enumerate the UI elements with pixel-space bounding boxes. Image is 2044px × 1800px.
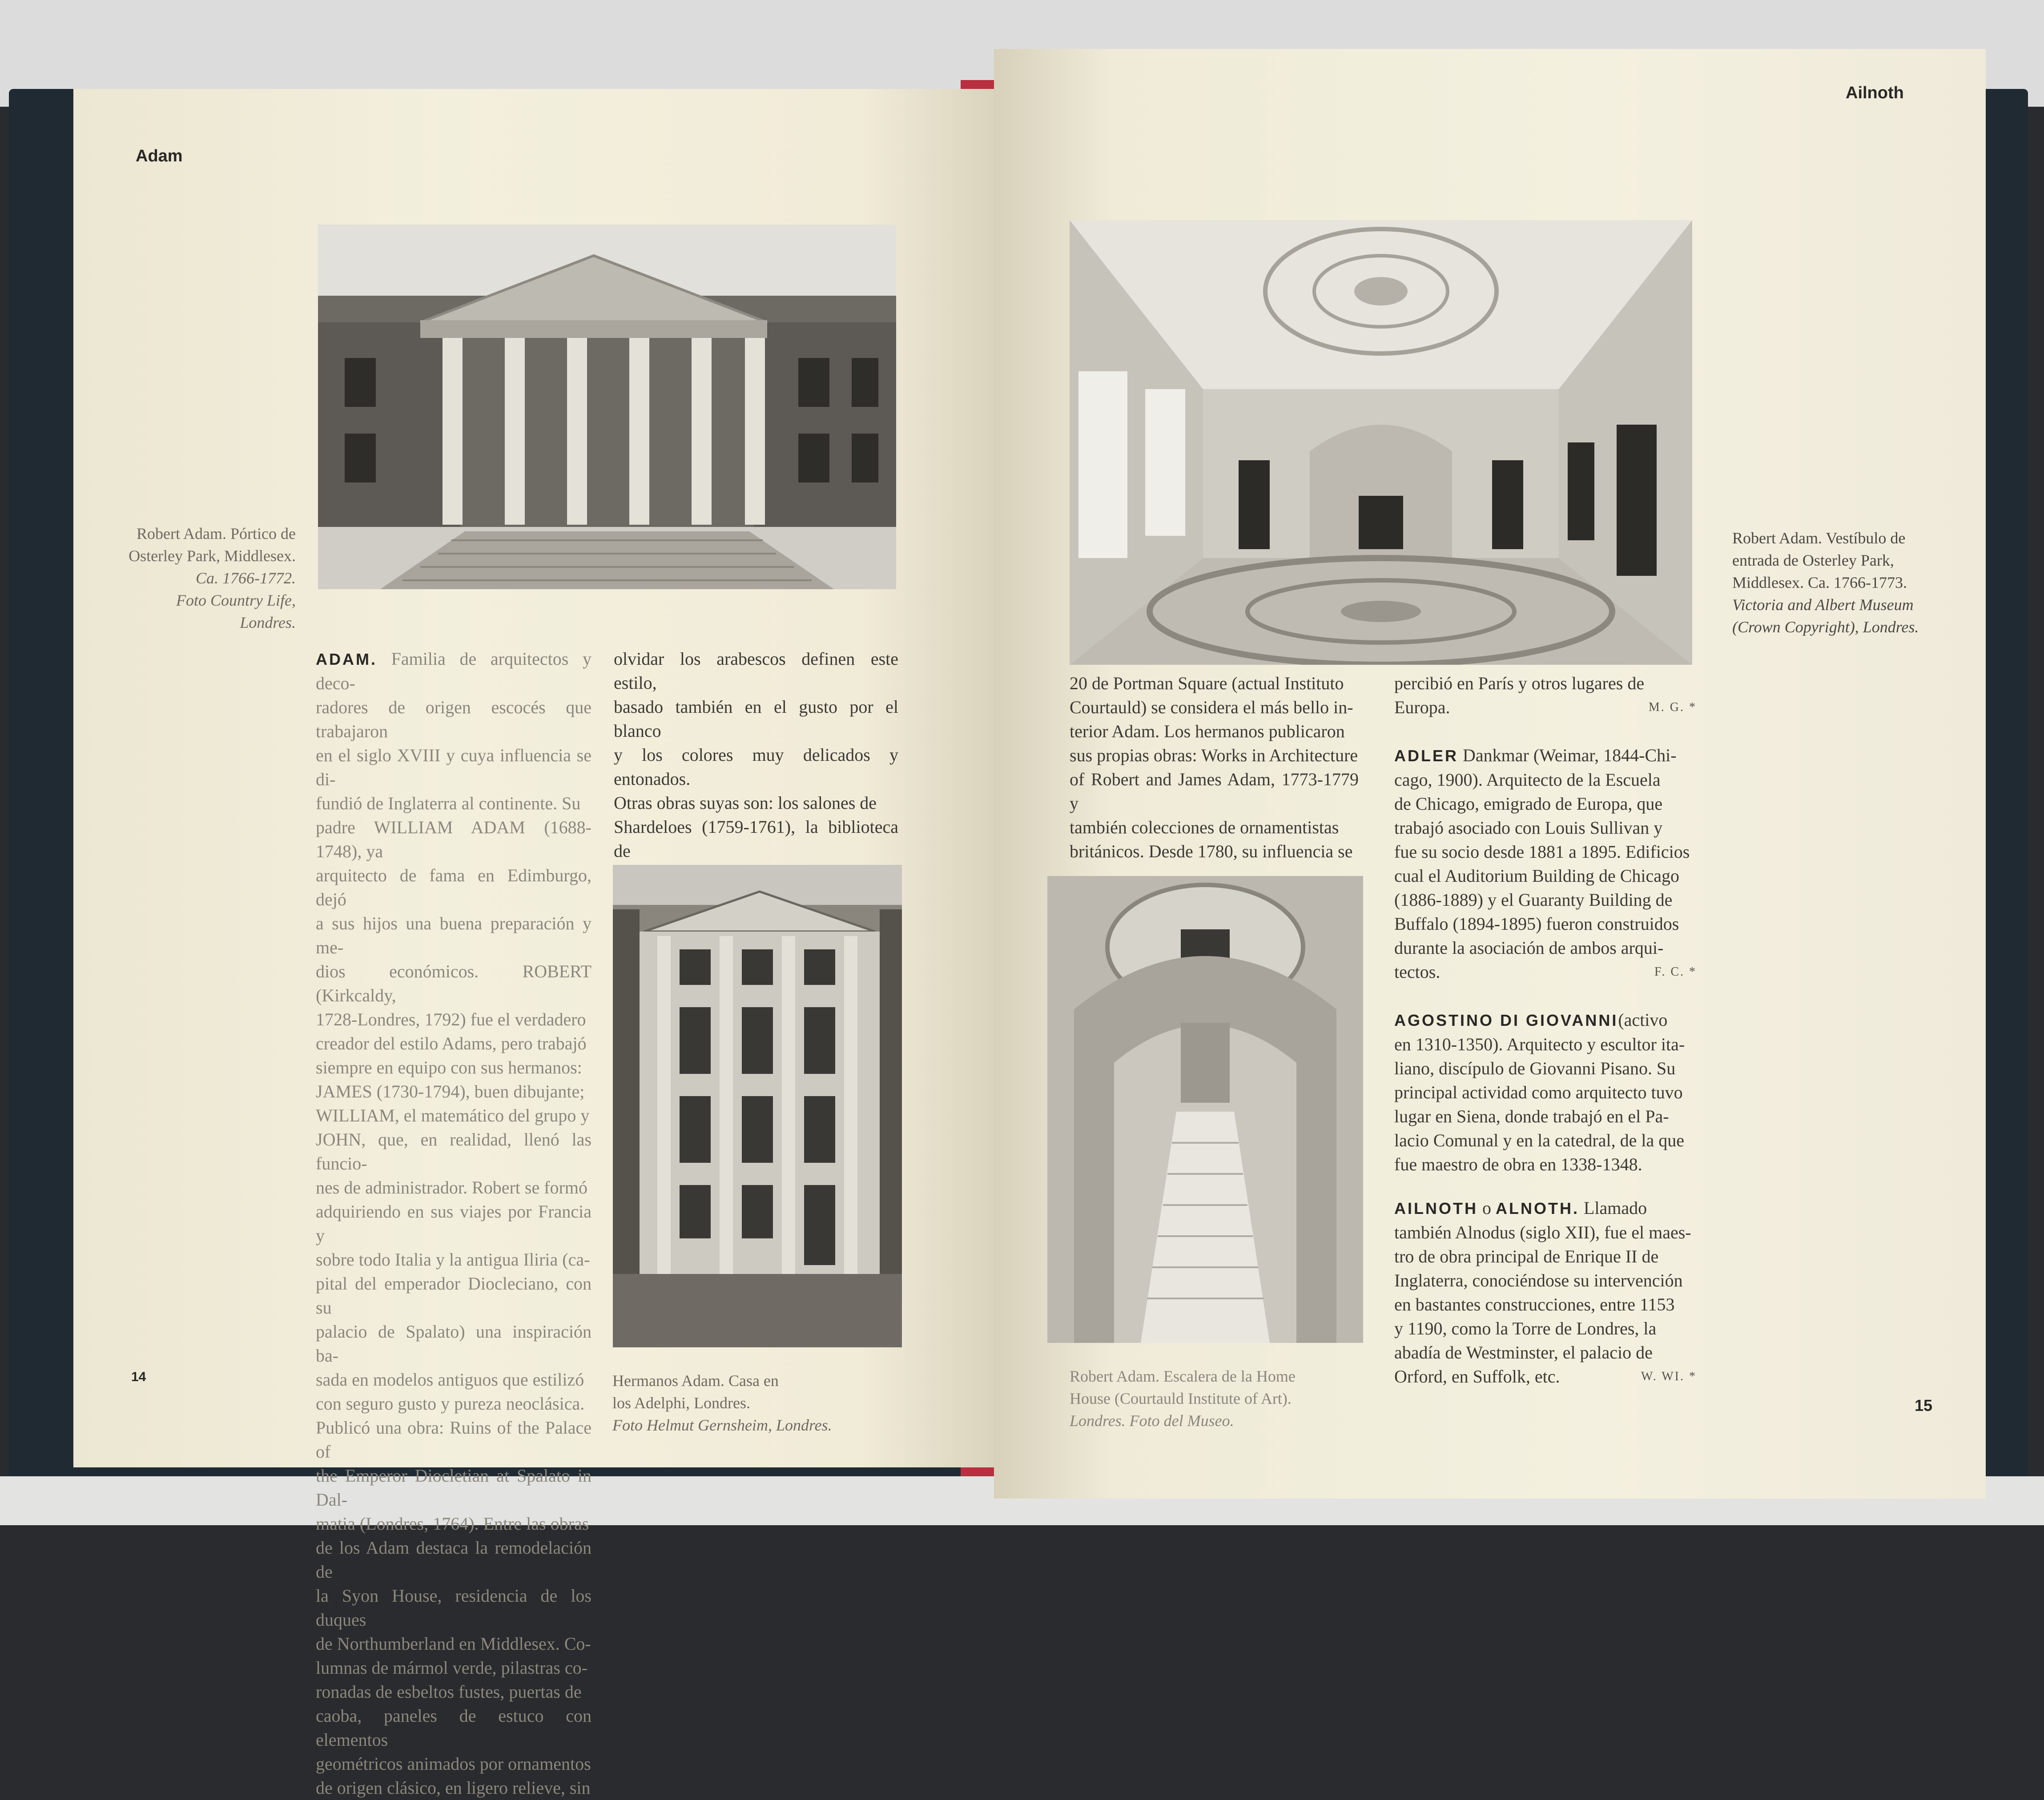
text-line: dios económicos. ROBERT (Kirkcaldy,: [316, 961, 591, 1005]
agostino-lines: [1394, 1033, 1697, 1177]
ailnoth-lines: [1394, 1221, 1697, 1389]
text-line: de Chicago, emigrado de Europa, que: [1394, 794, 1663, 814]
text-line: geométricos animados por ornamentos: [316, 1754, 591, 1774]
adelphi-illustration: [613, 865, 902, 1347]
text-line: Dankmar (Weimar, 1844-Chi-: [1463, 745, 1677, 765]
text-line: liano, discípulo de Giovanni Pisano. Su: [1394, 1058, 1676, 1078]
text-line: a sus hijos una buena preparación y me-: [316, 913, 591, 957]
caption-line: House (Courtauld Institute of Art).: [1070, 1390, 1292, 1407]
caption-line: Middlesex. Ca. 1766-1773.: [1732, 574, 1907, 591]
entry-ailnoth: [1394, 1196, 1697, 1393]
photo-osterley-vestibule: [1070, 220, 1692, 665]
caption-line: Victoria and Albert Museum: [1732, 596, 1914, 614]
text-line: creador del estilo Adams, pero trabajó: [316, 1033, 587, 1053]
right-column-1: [1070, 671, 1359, 864]
text-line: olvidar los arabescos definen este estilo,: [614, 649, 898, 693]
text-line: de origen clásico, en ligero relieve, sin: [316, 1778, 591, 1798]
text-line: Orford, en Suffolk, etc.: [1394, 1366, 1560, 1386]
caption-line: los Adelphi, Londres.: [612, 1394, 750, 1412]
text-line: percibió en París y otros lugares de: [1394, 673, 1645, 693]
entry-agostino: [1394, 1008, 1697, 1177]
text-line: principal actividad como arquitecto tuvo: [1394, 1082, 1683, 1102]
text-line: abadía de Westminster, el palacio de: [1394, 1342, 1653, 1362]
right-page: [994, 49, 1986, 1499]
text-line: en el siglo XVIII y cuya influencia se di-: [316, 745, 591, 789]
signature-adler: F. C. *: [1654, 965, 1697, 979]
text-line: 20 de Portman Square (actual Instituto: [1070, 673, 1344, 693]
headword-agostino: AGOSTINO DI GIOVANNI: [1394, 1011, 1618, 1029]
text-line: caoba, paneles de estuco con elementos: [316, 1706, 591, 1750]
photo-home-house-staircase: [1047, 876, 1363, 1343]
text-line: Llamado: [1583, 1198, 1647, 1218]
text-line: Shardeloes (1759-1761), la biblioteca de: [614, 817, 898, 861]
text-line: de Northumberland en Middlesex. Co-: [316, 1634, 591, 1654]
text-line: nes de administrador. Robert se formó: [316, 1177, 587, 1197]
text-line: en bastantes construcciones, entre 1153: [1394, 1294, 1675, 1314]
text-line: ronadas de esbeltos fustes, puertas de: [316, 1682, 582, 1702]
caption-line: Hermanos Adam. Casa en: [612, 1372, 779, 1390]
text-line: y 1190, como la Torre de Londres, la: [1394, 1318, 1657, 1338]
left-column-1: [316, 647, 591, 1800]
text-line: Familia de arquitectos y deco-: [316, 649, 591, 693]
text-line: pital del emperador Diocleciano, con su: [316, 1274, 591, 1318]
text-line: adquiriendo en sus viajes por Francia y: [316, 1201, 591, 1246]
right-col1-lines: [1070, 671, 1359, 864]
photo1-caption-left: [118, 522, 296, 634]
caption-line: Robert Adam. Escalera de la Home: [1070, 1367, 1296, 1385]
text-line: trabajó asociado con Louis Sullivan y: [1394, 818, 1663, 838]
text-line: y los colores muy delicados y entonados.: [614, 745, 898, 789]
staircase-illustration: [1047, 876, 1363, 1343]
signature-adam: M. G. *: [1648, 700, 1697, 714]
entry-adler: [1394, 743, 1697, 988]
text-line: Publicó una obra: Ruins of the Palace of: [316, 1418, 591, 1462]
left-col1-lines: [316, 695, 591, 1800]
caption-line: Foto Country Life, Londres.: [176, 591, 296, 631]
text-line: sus propias obras: Works in Architecture: [1070, 745, 1358, 765]
text-line: de los Adam destaca la remodelación de: [316, 1538, 591, 1582]
text-line: tro de obra principal de Enrique II de: [1394, 1246, 1659, 1266]
adler-lines: [1394, 768, 1697, 984]
text-line: radores de origen escocés que trabajaron: [316, 697, 591, 741]
photo2-caption-right: [1070, 1365, 1390, 1432]
entry-agostino-intro: [1394, 1008, 1697, 1033]
headword-adam: ADAM.: [316, 650, 377, 668]
text-line: 1728-Londres, 1792) fue el verdadero: [316, 1009, 586, 1029]
text-line: Buffalo (1894-1895) fueron construidos: [1394, 914, 1679, 934]
caption-line: Robert Adam. Vestíbulo de: [1732, 529, 1906, 547]
text-line: fue su socio desde 1881 a 1895. Edificios: [1394, 842, 1690, 862]
text-line: Europa.: [1394, 697, 1450, 717]
text-line: lugar en Siena, donde trabajó en el Pa-: [1394, 1106, 1669, 1126]
text-line: en 1310-1350). Arquitecto y escultor ita-: [1394, 1034, 1685, 1054]
entry-ailnoth-intro: [1394, 1196, 1697, 1221]
caption-line: Robert Adam. Pórtico de: [137, 525, 296, 542]
text-line: padre WILLIAM ADAM (1688-1748), ya: [316, 817, 591, 861]
text-line: lacio Comunal y en la catedral, de la que: [1394, 1130, 1684, 1150]
text-line: the Emperor Diocletian at Spalato in Dal-: [316, 1466, 591, 1510]
text-line: arquitecto de fama en Edimburgo, dejó: [316, 865, 591, 909]
text-line: basado también en el gusto por el blanco: [614, 697, 898, 741]
text-line: sada en modelos antiguos que estilizó: [316, 1370, 584, 1390]
photo2-caption-left: [612, 1370, 901, 1436]
text-line: británicos. Desde 1780, su influencia se: [1070, 841, 1353, 861]
text-line: cual el Auditorium Building de Chicago: [1394, 866, 1680, 886]
caption-line: Ca. 1766-1772.: [196, 569, 296, 587]
text-line: Courtauld) se considera el más bello in-: [1070, 697, 1353, 717]
text-line: tectos.: [1394, 962, 1440, 982]
text-line: la Syon House, residencia de los duques: [316, 1586, 591, 1630]
headword-alnoth: ALNOTH.: [1495, 1199, 1579, 1217]
text-line: sobre todo Italia y la antigua Iliria (ca-: [316, 1250, 590, 1270]
text-line: fundió de Inglaterra al continente. Su: [316, 793, 581, 813]
left-page: [73, 89, 998, 1798]
caption-line: Foto Helmut Gernsheim, Londres.: [612, 1416, 832, 1434]
page-number-left: 14: [131, 1370, 146, 1384]
page-number-right: 15: [1915, 1396, 1933, 1414]
signature-ailnoth: W. WI. *: [1641, 1370, 1697, 1383]
text-line: cago, 1900). Arquitecto de la Escuela: [1394, 770, 1661, 790]
entry-adam-intro: [316, 647, 591, 695]
text-line: con seguro gusto y pureza neoclásica.: [316, 1394, 585, 1414]
text-line: fue maestro de obra en 1338-1348.: [1394, 1154, 1642, 1174]
text-line: (activo: [1618, 1010, 1668, 1030]
text-line: también colecciones de ornamentistas: [1070, 817, 1339, 837]
text-line: terior Adam. Los hermanos publicaron: [1070, 721, 1345, 741]
headword-ailnoth: AILNOTH: [1394, 1199, 1478, 1217]
running-head-left: Adam: [136, 147, 183, 165]
photo-adelphi-house: [613, 865, 902, 1347]
text-line: JOHN, que, en realidad, llenó las funcio-: [316, 1129, 591, 1173]
text-line: Otras obras suyas son: los salones de: [614, 793, 877, 813]
text-line: WILLIAM, el matemático del grupo y: [316, 1105, 590, 1125]
text-line: palacio de Spalato) una inspiración ba-: [316, 1322, 591, 1366]
right-column-2: [1394, 671, 1697, 1393]
caption-line: Londres. Foto del Museo.: [1070, 1412, 1234, 1430]
portico-illustration: [318, 225, 896, 589]
caption-line: Osterley Park, Middlesex.: [129, 547, 296, 565]
text-line: JAMES (1730-1794), buen dibujante;: [316, 1081, 585, 1101]
text-line: también Alnodus (siglo XII), fue el maes-: [1394, 1222, 1691, 1242]
text-line: matia (Londres, 1764). Entre las obras: [316, 1514, 589, 1534]
text-line: lumnas de mármol verde, pilastras co-: [316, 1658, 587, 1678]
headword-adler: ADLER: [1394, 747, 1458, 765]
text-line: durante la asociación de ambos arqui-: [1394, 938, 1664, 958]
text-line: (1886-1889) y el Guaranty Building de: [1394, 890, 1673, 910]
text-word: o: [1482, 1198, 1491, 1218]
photo-osterley-portico: [318, 225, 896, 589]
vestibule-illustration: [1070, 220, 1692, 665]
running-head-right: Ailnoth: [1846, 84, 1904, 102]
entry-adler-intro: [1394, 743, 1697, 768]
text-line: of Robert and James Adam, 1773-1779 y: [1070, 769, 1359, 813]
caption-line: entrada de Osterley Park,: [1732, 551, 1894, 569]
text-line: Inglaterra, conociéndose su intervención: [1394, 1270, 1683, 1290]
caption-line: (Crown Copyright), Londres.: [1732, 618, 1919, 636]
text-line: siempre en equipo con sus hermanos:: [316, 1057, 582, 1077]
photo1-caption-right: [1732, 527, 1964, 638]
